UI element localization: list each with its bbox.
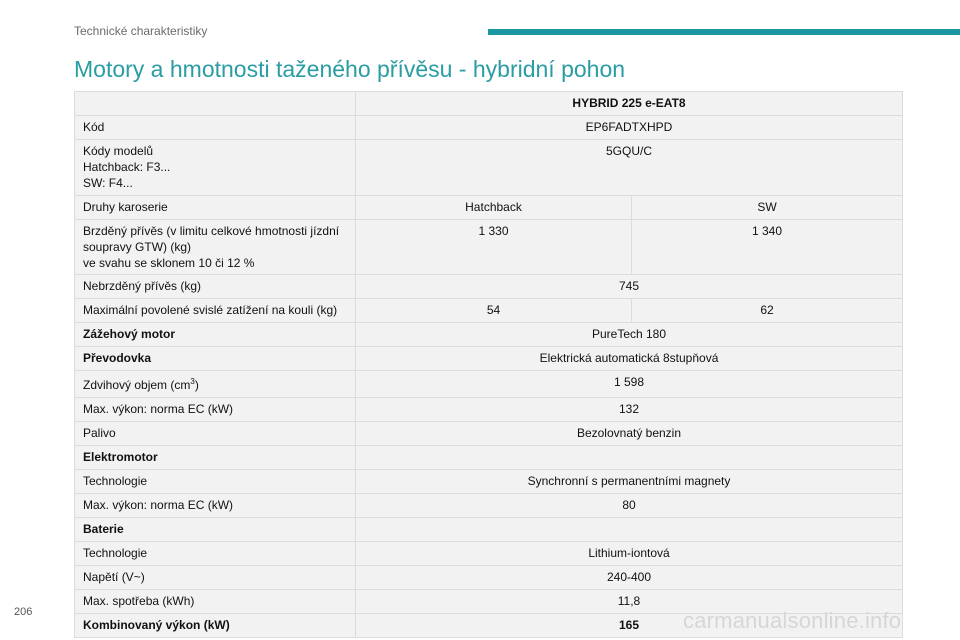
row-label: Technologie [75, 470, 356, 494]
row-label: Kombinovaný výkon (kW) [75, 614, 356, 638]
table-row [75, 323, 903, 347]
row-label: Napětí (V~) [75, 566, 356, 590]
row-label: Baterie [75, 518, 356, 542]
row-value: Lithium-iontová [356, 542, 903, 566]
row-label: Kód [75, 116, 356, 140]
row-value-sw: 62 [632, 299, 903, 323]
table-row [75, 196, 903, 220]
row-value-hatchback: 54 [356, 299, 632, 323]
page-title: Motory a hmotnosti taženého přívěsu - hybridní pohon [74, 56, 626, 82]
row-value: 11,8 [356, 590, 903, 614]
row-label-text-end: ) [194, 378, 199, 392]
row-value: 132 [356, 398, 903, 422]
row-label: Max. spotřeba (kWh) [75, 590, 356, 614]
header-accent-bar [488, 29, 960, 35]
table-row [75, 446, 903, 470]
row-label [75, 371, 356, 398]
row-label-line: SW: F4... [83, 176, 133, 190]
row-label [75, 220, 356, 275]
row-value: Synchronní s permanentními magnety [356, 470, 903, 494]
header-empty-cell [75, 92, 356, 116]
table-row [75, 116, 903, 140]
row-value-sw: SW [632, 196, 903, 220]
table-row [75, 371, 903, 398]
table-row [75, 494, 903, 518]
row-value: Elektrická automatická 8stupňová [356, 347, 903, 371]
row-value: 80 [356, 494, 903, 518]
section-label: Technické charakteristiky [74, 24, 208, 38]
table-row [75, 566, 903, 590]
row-value-hatchback: Hatchback [356, 196, 632, 220]
row-label: Druhy karoserie [75, 196, 356, 220]
row-label: Maximální povolené svislé zatížení na kouli (kg) [75, 299, 356, 323]
table-row [75, 140, 903, 196]
row-label: Max. výkon: norma EC (kW) [75, 494, 356, 518]
row-label-line: ve svahu se sklonem 10 či 12 % [83, 256, 255, 270]
row-value-empty [356, 446, 903, 470]
superscript: 3 [190, 377, 195, 386]
watermark: carmanualsonline.info [683, 608, 902, 633]
row-value-sw: 1 340 [632, 220, 903, 275]
table-row [75, 220, 903, 275]
row-label-line: Brzděný přívěs (v limitu celkové hmotnosti jízdní [83, 224, 340, 238]
row-value: PureTech 180 [356, 323, 903, 347]
page-number: 206 [14, 606, 33, 618]
row-label-line: Kódy modelů [83, 144, 154, 158]
table-row [75, 398, 903, 422]
row-value: 5GQU/C [356, 140, 903, 196]
row-label-line: soupravy GTW) (kg) [83, 240, 192, 254]
row-label [75, 140, 356, 196]
table-row [75, 92, 903, 116]
row-value: 1 598 [356, 371, 903, 398]
row-value: 745 [356, 275, 903, 299]
table-row [75, 422, 903, 446]
row-value-hatchback: 1 330 [356, 220, 632, 275]
row-value-empty [356, 518, 903, 542]
table-row [75, 518, 903, 542]
row-label: Palivo [75, 422, 356, 446]
table-row [75, 275, 903, 299]
table-row [75, 347, 903, 371]
row-label: Elektromotor [75, 446, 356, 470]
table-row [75, 542, 903, 566]
table-heading: HYBRID 225 e-EAT8 [356, 92, 903, 116]
row-label-text: Zdvihový objem (cm [83, 378, 191, 392]
row-label: Technologie [75, 542, 356, 566]
row-label: Převodovka [75, 347, 356, 371]
row-value: Bezolovnatý benzin [356, 422, 903, 446]
row-label-line: Hatchback: F3... [83, 160, 171, 174]
row-value: 165 [356, 614, 903, 638]
row-value: EP6FADTXHPD [356, 116, 903, 140]
row-value: 240-400 [356, 566, 903, 590]
row-label: Max. výkon: norma EC (kW) [75, 398, 356, 422]
spec-table [74, 91, 903, 638]
row-label: Zážehový motor [75, 323, 356, 347]
table-row [75, 299, 903, 323]
table-row [75, 470, 903, 494]
row-label: Nebrzděný přívěs (kg) [75, 275, 356, 299]
